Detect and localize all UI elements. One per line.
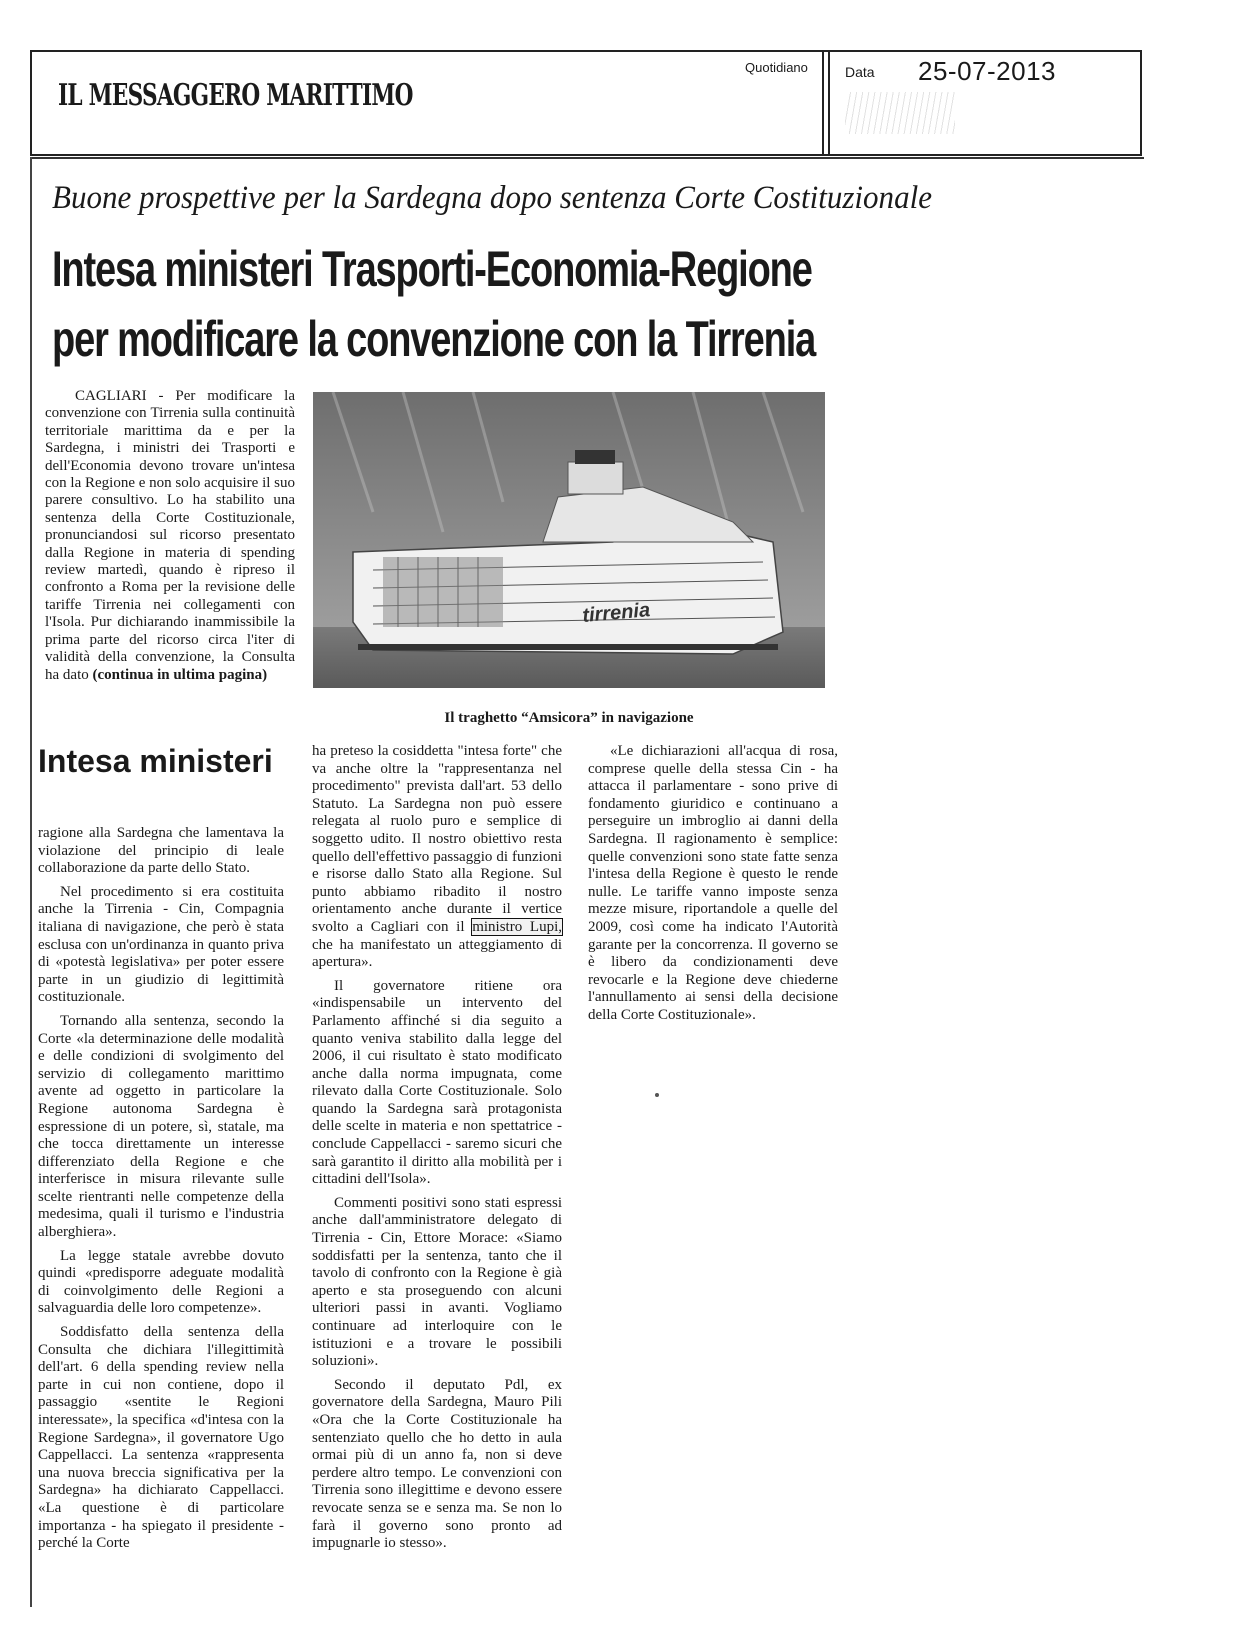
ferry-illustration [313,392,825,688]
paragraph: ragione alla Sardegna che lamentava la violazione del principio di leale collaborazione da parte dello Stato. [38,825,284,877]
subheading: Intesa ministeri [38,743,273,779]
article-frame-top [30,157,1144,159]
header-divider [828,52,830,154]
paragraph: Secondo il deputato Pdl, ex governatore della Sardegna, Mauro Pili «Ora che la Corte Costituzionale ha sentenziato quello che ho detto in aula ormai più di un anno fa, non si deve perdere altro tempo. Le convenzioni con Tirrenia sono illegittime e devono essere revocate senza se e senza ma. Se non lo farà il governo sono pronto ad impugnarle io stesso». [312,1376,562,1552]
ferry-photo [313,392,825,688]
column-3 [588,743,838,1025]
text-run: che ha manifestato un atteggiamento di apertura». [312,936,562,971]
highlighted-text: ministro Lupi, [472,918,562,935]
masthead: IL MESSAGGERO MARITTIMO [58,78,413,113]
paragraph: Soddisfatto della sentenza della Consulta che dichiara l'illegittimità dell'art. 6 della spending review nella parte in cui non contiene, dopo il passaggio «sentite le Regioni interessate», la specifica «d'intesa con la Regione Sardegna», il governatore Ugo Cappellacci. La sentenza «rappresenta una nuova breccia significativa per la Sardegna» ha dichiarato Cappellacci. «La questione è di particolare importanza - ha spiegato il presidente - perché la Corte [38,1324,284,1552]
lead-paragraph [45,388,295,684]
column-2 [312,743,562,1553]
date-value: 25-07-2013 [918,56,1056,86]
paragraph: Il governatore ritiene ora «indispensabile un intervento del Parlamento affinché si dia seguito a quanto veniva stabilito dalla legge del 2006, il cui risultato è stato modificato anche dalla norma impugnata, come rilevato dalla Corte Costituzionale. Solo quando la Sardegna sarà protagonista delle scelte in materia e non spettatrice - conclude Cappellacci - saremo sicuri che sarà garantito il diritto alla mobilità per i cittadini dell'Isola». [312,977,562,1188]
frequency-label: Quotidiano [745,60,808,75]
text-run: ha preteso la cosiddetta "intesa forte" che va anche oltre la "rappresentanza nel procedimento" prevista dall'art. 53 dello Statuto. La Sardegna non può essere relegata al ruolo puro e semplice di soggetto udito. Il nostro obiettivo resta quello dell'effettivo passaggio di funzioni e risorse dallo Stato alla Regione. Sul punto abbiamo ribadito il nostro orientamento anche durante il vertice svolto a Cagliari con il [312,743,562,935]
paragraph: «Le dichiarazioni all'acqua di rosa, comprese quelle della stessa Cin - ha attacca il parlamentare - sono prive di fondamento giuridico e continuano a perseguire un imbroglio ai danni della Sardegna. Il ragionamento è semplice: quelle convenzioni sono state fatte senza l'intesa della Regione è questo le rende nulle. Le tariffe vanno imposte senza mezze misure, riportandole a quelle del 2009, così come ha indicato l'Autorità garante per la concorrenza. Il governo se è libero da condizionamenti deve revocarle e la Regione deve chiederne l'annullamento ai sensi della decisione della Corte Costituzionale». [588,743,838,1023]
paragraph: Tornando alla sentenza, secondo la Corte «la determinazione delle modalità e delle condizioni di svolgimento del servizio di collegamento marittimo avente ad oggetto in particolare la Regione autonoma Sardegna è espressione di un potere, sì, statale, ma che tocca direttamente un interesse differenziato della Regione e che interferisce in misura rilevante sulle scelte rientranti nelle competenze della medesima, quali il turismo e l'industria alberghiera». [38,1012,284,1241]
paragraph: Nel procedimento si era costituita anche la Tirrenia - Cin, Compagnia italiana di navigazione, che però è stata esclusa con un'ordinanza in quanto priva di «potestà legislativa» per poter essere parte in un giudizio di legittimità costituzionale. [38,883,284,1006]
column-1 [38,825,284,1553]
header-divider [822,52,824,154]
headline-line-1: Intesa ministeri Trasporti-Economia-Regione [52,241,812,297]
scan-speck [655,1093,659,1097]
date-label: Data [845,64,875,80]
paragraph [312,743,562,972]
hull-lettering: tirrenia [581,599,651,627]
lead-text: CAGLIARI - Per modificare la convenzione con Tirrenia sulla continuità territoriale marittima da e per la Sardegna, i ministri dei Trasporti e dell'Economia devono trovare un'intesa con la Regione e non solo acquisire il suo parere consultivo. Lo ha stabilito una sentenza della Corte Costituzionale, pronunciandosi sul ricorso presentato dalla Regione in materia di spending review martedì, quando è ripreso il confronto a Roma per la revisione delle tariffe Tirrenia nei collegamenti con l'Isola. Pur dichiarando inammissibile la prima parte del ricorso circa l'iter di validità della convenzione, la Consulta ha dato [45,388,295,683]
article-frame-left [30,157,32,1607]
paragraph: Commenti positivi sono stati espressi anche dall'amministratore delegato di Tirrenia - Cin, Ettore Morace: «Siamo soddisfatti per la sentenza, tanto che il tavolo di confronto con la Regione è già aperto e sta proseguendo con alcuni ulteriori passi in avanti. Vogliamo continuare ad interloquire con le istituzioni e a trovare le possibili soluzioni». [312,1194,562,1370]
paragraph: La legge statale avrebbe dovuto quindi «predisporre adeguate modalità di coinvolgimento delle Regioni a salvaguardia delle loro competenze». [38,1247,284,1317]
kicker: Buone prospettive per la Sardegna dopo sentenza Corte Costituzionale [52,180,932,216]
headline-line-2: per modificare la convenzione con la Tirrenia [52,311,816,367]
photo-caption: Il traghetto “Amsicora” in navigazione [444,710,694,726]
continue-note: (continua in ultima pagina) [92,666,268,683]
faded-stamp [845,92,955,134]
